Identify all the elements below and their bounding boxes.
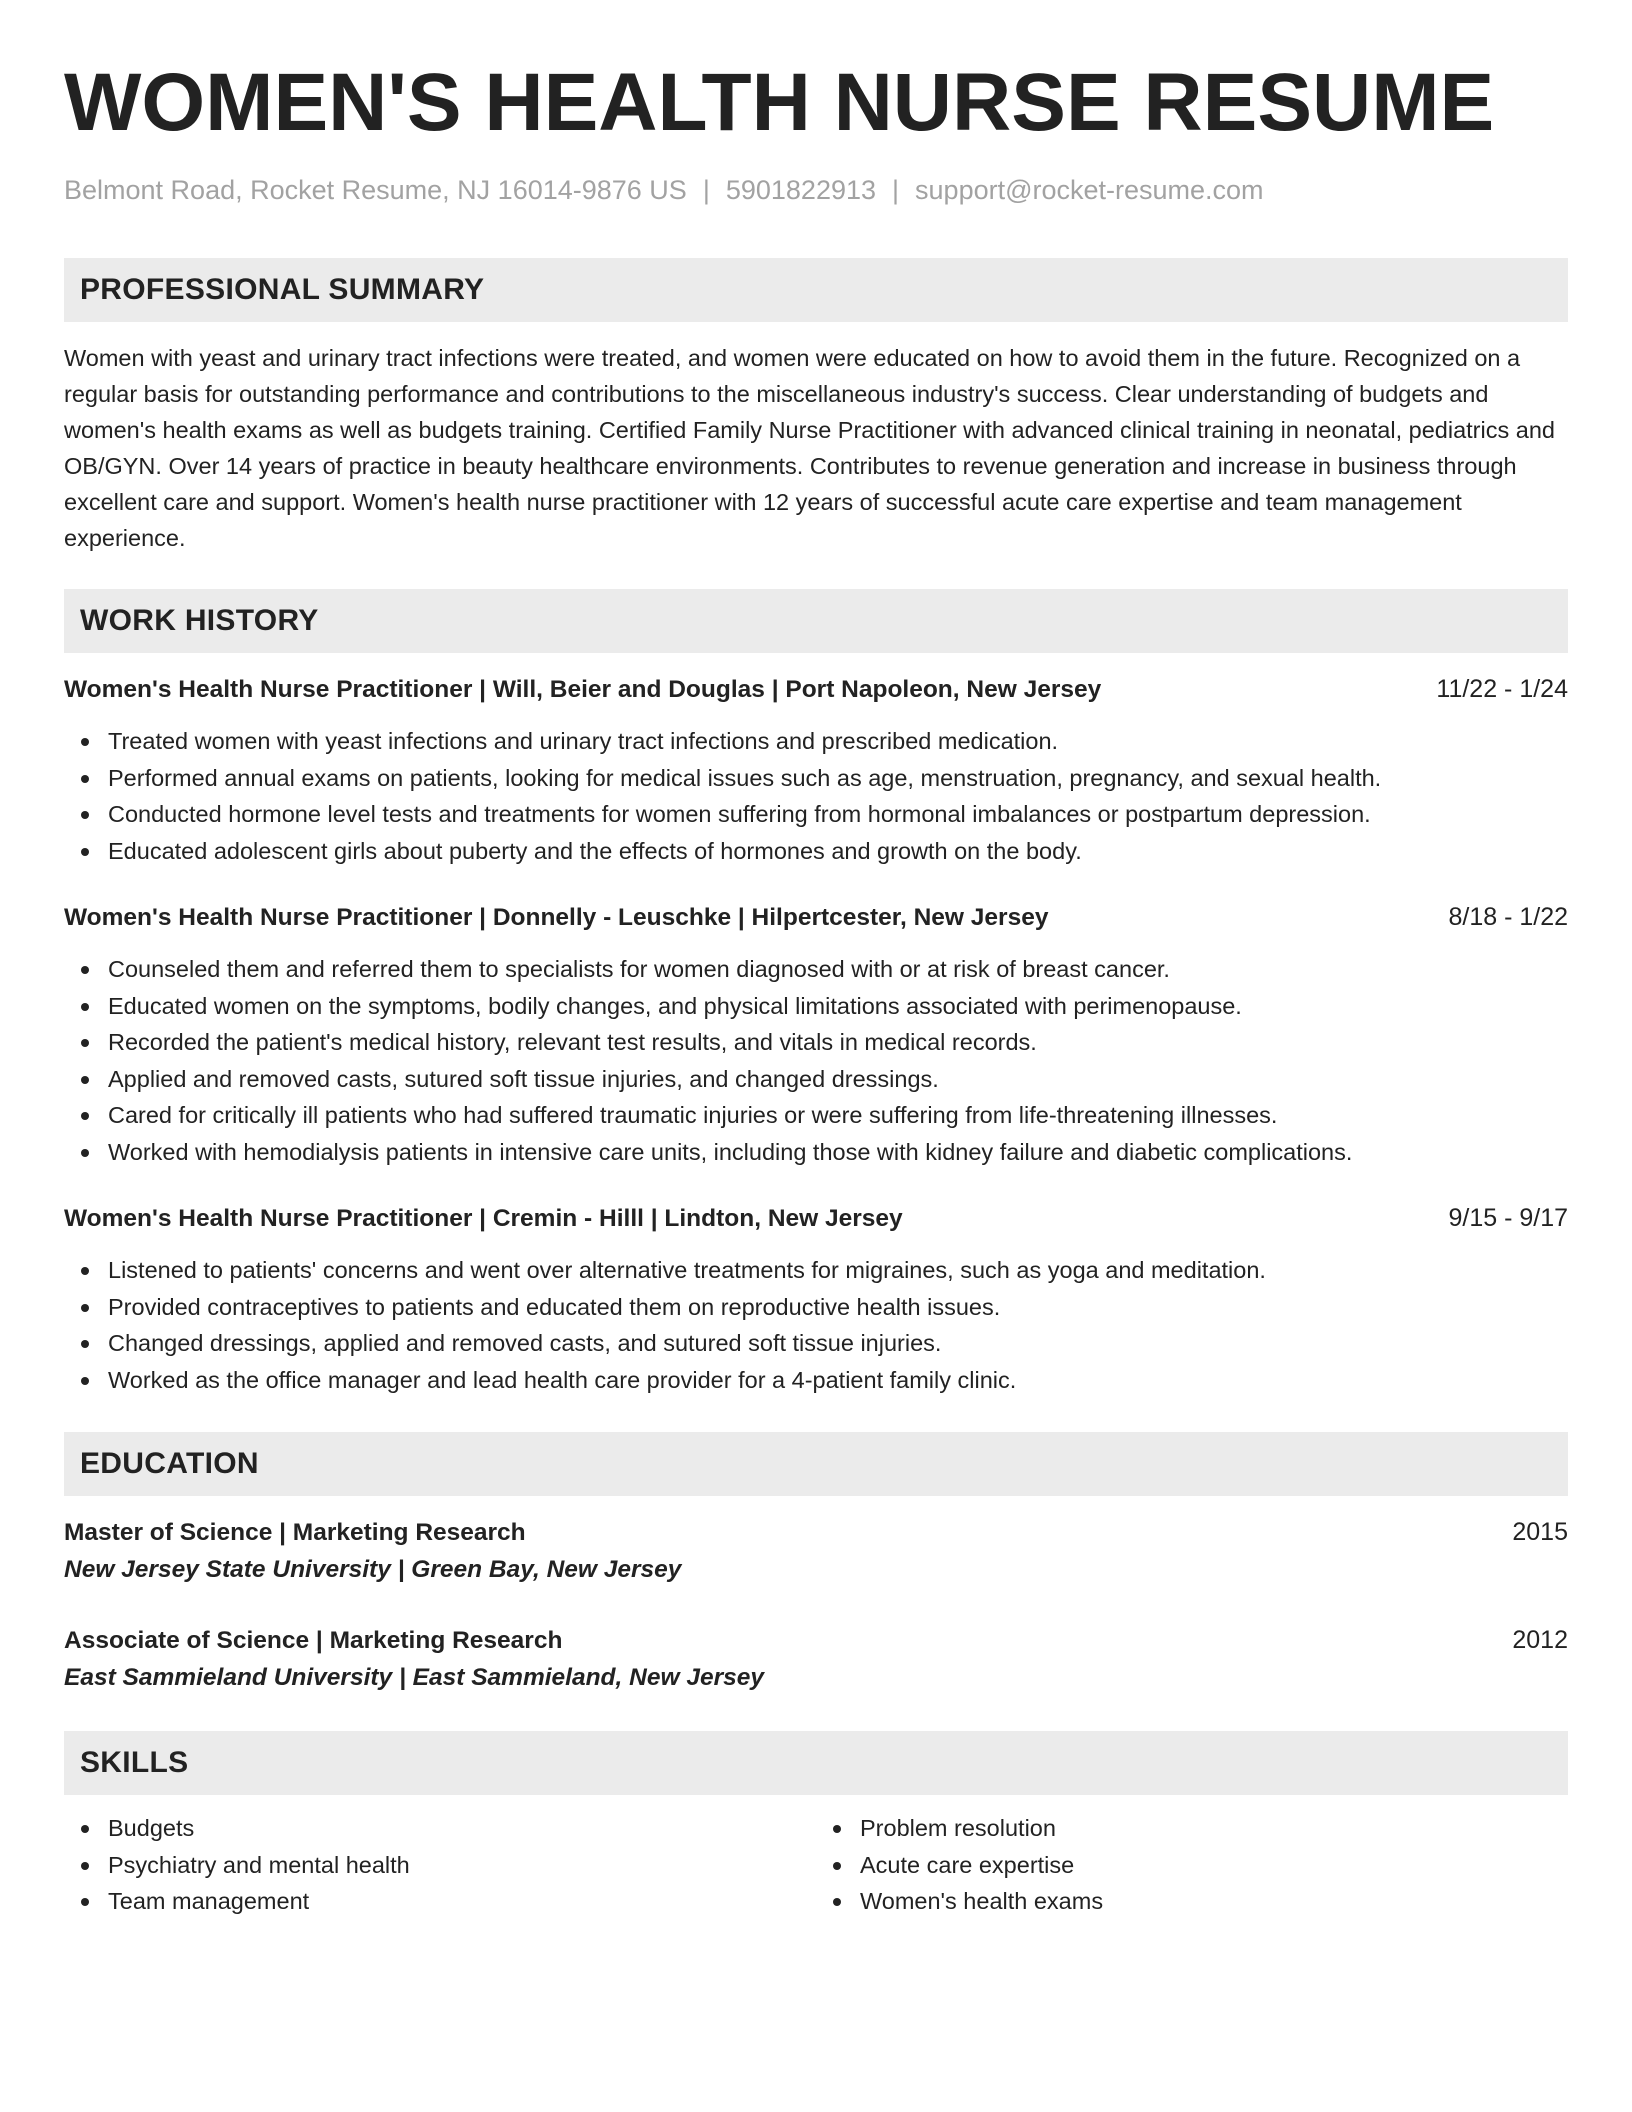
degree-title: Associate of Science | Marketing Research [64, 1627, 563, 1654]
job-bullet: Recorded the patient's medical history, relevant test results, and vitals in medical records. [108, 1024, 1568, 1061]
job-bullet: Counseled them and referred them to specialists for women diagnosed with or at risk of breast cancer. [108, 951, 1568, 988]
contact-address: Belmont Road, Rocket Resume, NJ 16014-9876 US [64, 175, 687, 205]
degree-title: Master of Science | Marketing Research [64, 1519, 526, 1546]
skill-item: Budgets [108, 1810, 816, 1847]
job-dates: 9/15 - 9/17 [1448, 1204, 1568, 1232]
job-title: Women's Health Nurse Practitioner | Donnelly - Leuschke | Hilpertcester, New Jersey [64, 904, 1049, 931]
job-bullets [64, 951, 1568, 1170]
contact-line [64, 172, 1568, 208]
skill-item: Acute care expertise [860, 1847, 1568, 1884]
section-heading-education: EDUCATION [64, 1432, 1568, 1496]
job-header [64, 671, 1568, 708]
job-bullet: Treated women with yeast infections and urinary tract infections and prescribed medication. [108, 723, 1568, 760]
education-entry [64, 1622, 1568, 1697]
resume-title: WOMEN'S HEALTH NURSE RESUME [64, 57, 1495, 148]
graduation-year: 2012 [1512, 1626, 1568, 1654]
contact-phone: 5901822913 [725, 175, 877, 205]
graduation-year: 2015 [1512, 1518, 1568, 1546]
skills-column-left [64, 1810, 816, 1920]
job-entry [64, 899, 1568, 1170]
job-bullet: Worked with hemodialysis patients in intensive care units, including those with kidney failure and diabetic complications. [108, 1134, 1568, 1171]
job-dates: 8/18 - 1/22 [1448, 903, 1568, 931]
job-bullet: Cared for critically ill patients who had suffered traumatic injuries or were suffering from life-threatening illnesses. [108, 1097, 1568, 1134]
job-bullet: Listened to patients' concerns and went over alternative treatments for migraines, such as yoga and meditation. [108, 1252, 1568, 1289]
skill-item: Team management [108, 1883, 816, 1920]
contact-email: support@rocket-resume.com [915, 175, 1264, 205]
contact-separator: | [892, 175, 900, 205]
contact-separator: | [702, 175, 710, 205]
job-bullet: Worked as the office manager and lead health care provider for a 4-patient family clinic. [108, 1362, 1568, 1399]
job-bullet: Conducted hormone level tests and treatments for women suffering from hormonal imbalances or postpartum depression. [108, 796, 1568, 833]
job-bullet: Provided contraceptives to patients and educated them on reproductive health issues. [108, 1289, 1568, 1326]
job-entry [64, 671, 1568, 869]
education-header [64, 1622, 1568, 1659]
education-header [64, 1514, 1568, 1551]
skill-item: Women's health exams [860, 1883, 1568, 1920]
job-entry [64, 1200, 1568, 1398]
job-bullets [64, 1252, 1568, 1398]
job-bullets [64, 723, 1568, 869]
job-title: Women's Health Nurse Practitioner | Will, Beier and Douglas | Port Napoleon, New Jersey [64, 676, 1102, 703]
skill-item: Psychiatry and mental health [108, 1847, 816, 1884]
section-heading-summary: PROFESSIONAL SUMMARY [64, 258, 1568, 322]
job-bullet: Educated adolescent girls about puberty and the effects of hormones and growth on the body. [108, 833, 1568, 870]
job-header [64, 1200, 1568, 1237]
school-name: New Jersey State University | Green Bay, New Jersey [64, 1556, 682, 1583]
job-title: Women's Health Nurse Practitioner | Cremin - Hilll | Lindton, New Jersey [64, 1205, 903, 1232]
job-bullet: Educated women on the symptoms, bodily changes, and physical limitations associated with perimenopause. [108, 988, 1568, 1025]
job-bullet: Applied and removed casts, sutured soft tissue injuries, and changed dressings. [108, 1061, 1568, 1098]
summary-text: Women with yeast and urinary tract infections were treated, and women were educated on how to avoid them in the future. Recognized on a regular basis for outstanding performance and contributions to the miscellaneous industry's success. Clear understanding of budgets and women's health exams as well as budgets training. Certified Family Nurse Practitioner with advanced clinical training in neonatal, pediatrics and OB/GYN. Over 14 years of practice in beauty healthcare environments. Contributes to revenue generation and increase in business through excellent care and support. Women's health nurse practitioner with 12 years of successful acute care expertise and team management experience. [64, 345, 1555, 551]
skills-list [64, 1810, 1568, 1920]
school-name: East Sammieland University | East Sammieland, New Jersey [64, 1664, 764, 1691]
skills-column-right [816, 1810, 1568, 1920]
job-bullet: Performed annual exams on patients, looking for medical issues such as age, menstruation, pregnancy, and sexual health. [108, 760, 1568, 797]
section-heading-work-history: WORK HISTORY [64, 589, 1568, 653]
job-dates: 11/22 - 1/24 [1436, 675, 1568, 703]
skill-item: Problem resolution [860, 1810, 1568, 1847]
job-header [64, 899, 1568, 936]
education-entry [64, 1514, 1568, 1589]
job-bullet: Changed dressings, applied and removed casts, and sutured soft tissue injuries. [108, 1325, 1568, 1362]
section-heading-skills: SKILLS [64, 1731, 1568, 1795]
